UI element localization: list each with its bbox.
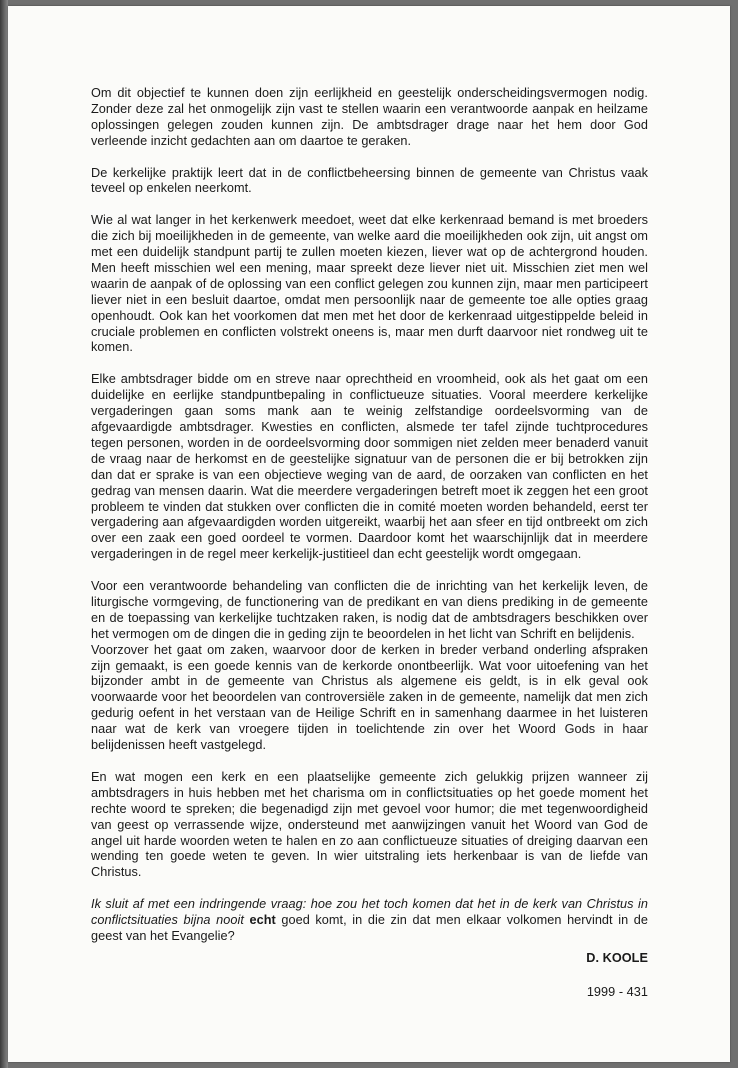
author-signature: D. KOOLE (586, 950, 648, 965)
page-number: 1999 - 431 (586, 984, 648, 999)
closing-question-part-2: goed komt, in die zin dat men elkaar volkomen hervindt in de geest van het Evangelie? (91, 913, 648, 943)
article-body (91, 86, 648, 1001)
closing-question-emphasis: echt (249, 913, 276, 928)
paragraph-1: Om dit objectief te kunnen doen zijn eerlijkheid en geestelijk onderscheidingsvermogen nodig. Zonder deze zal het onmogelijk zijn vast te stellen waarin een verantwoorde aanpak en heilzame oplossingen gelegen zouden kunnen zijn. De ambtsdrager drage naar het hem door God verleende inzicht gedachten aan om daartoe te geraken. (91, 86, 648, 148)
scan-edge (0, 0, 8, 1068)
paragraph-4: Elke ambtsdrager bidde om en streve naar oprechtheid en vroomheid, ook als het gaat om een duidelijke en eerlijke standpuntbepaling in conflictueuze situaties. Vooral meerdere kerkelijke vergaderingen gaan soms mank aan te weinig zelfstandige oordeelsvorming van de afgevaardigde ambtsdrager. Kwesties en conflicten, alsmede ter tafel zijnde tuchtprocedures tegen personen, worden in de oordeelsvorming door sommigen niet zelden meer benaderd vanuit de vraag naar de herkomst en de geestelijke signatuur van de personen die er bij betrokken zijn dan dat er sprake is van een objectieve weging van de aard, de oorzaken van conflicten en het gedrag van mensen daarin. Wat die meerdere vergaderingen betreft moet ik zeggen het een groot probleem te vinden dat stukken over conflicten die in comité moeten worden behandeld, eerst ter vergadering aan afgevaardigden worden uitgereikt, waarbij het aan sfeer en tijd ontbreekt om zich over een zaak een goed oordeel te vormen. Daardoor komt het waarschijnlijk dat in meerdere vergaderingen in de regel meer kerkelijk-justitieel dan echt geestelijk wordt omgegaan. (91, 372, 648, 562)
paragraph-5: Voor een verantwoorde behandeling van conflicten die de inrichting van het kerkelijk leven, de liturgische vormgeving, de functionering van de predikant en van diens prediking in de gemeente en de toepassing van kerkelijke tuchtzaken raken, is nodig dat de ambtsdragers beschikken over het vermogen om de dingen die in geding zijn te beoordelen in het licht van Schrift en belijdenis. (91, 579, 648, 641)
paragraph-3: Wie al wat langer in het kerkenwerk meedoet, weet dat elke kerkenraad bemand is met broeders die zich bij moeilijkheden in de gemeente, van welke aard die moeilijkheden ook zijn, uit angst om met een duidelijk standpunt partij te zullen moeten kiezen, liever wat op de achtergrond houden. Men heeft misschien wel een mening, maar spreekt deze liever niet uit. Misschien ziet men wel waarin de aanpak of de oplossing van een conflict gelegen zou kunnen zijn, maar men participeert liever niet in een besluit daartoe, omdat men persoonlijk naar de gemeente toe alle opties graag openhoudt. Ook kan het voorkomen dat men met het door de kerkenraad uitgestippelde beleid in cruciale problemen en conflicten volstrekt oneens is, maar men durft daarvoor niet rondweg uit te komen. (91, 213, 648, 355)
paragraph-7: En wat mogen een kerk en een plaatselijke gemeente zich gelukkig prijzen wanneer zij ambtsdragers in huis hebben met het charisma om in conflictsituaties op het goede moment het rechte woord te spreken; die begenadigd zijn met gevoel voor humor; die met tegenwoordigheid van geest op verrassende wijze, ondersteund met aanwijzingen vanuit het Woord van God de angel uit harde woorden weten te halen en zo aan conflictueuze situaties of dreiging daarvan een wending ten goede weten te geven. In wier uitstraling iets herkenbaar is van de liefde van Christus. (91, 769, 648, 880)
document-page (8, 6, 730, 1062)
paragraph-6: Voorzover het gaat om zaken, waarvoor door de kerken in breder verband onderling afspraken zijn gemaakt, is een goede kennis van de kerkorde onontbeerlijk. Wat voor uitoefening van het bijzonder ambt in de gemeente van Christus als algemene eis geldt, is in elk geval ook voorwaarde voor het beoordelen van controversiële zaken in de gemeente, namelijk dat men zich gedurig oefent in het verstaan van de Heilige Schrift en in samenhang daarmee in het luisteren naar wat de kerk van vroegere tijden in toelichtende zin over het Woord Gods in haar belijdenissen heeft vastgelegd. (91, 642, 648, 753)
closing-question (91, 897, 648, 945)
paragraph-2: De kerkelijke praktijk leert dat in de conflictbeheersing binnen de gemeente van Christus vaak teveel op enkelen neerkomt. (91, 165, 648, 196)
closing-question-part-1: Ik sluit af met een indringende vraag: hoe zou het toch komen dat het in de kerk van Christus in conflictsituaties bijna nooit (91, 897, 648, 928)
